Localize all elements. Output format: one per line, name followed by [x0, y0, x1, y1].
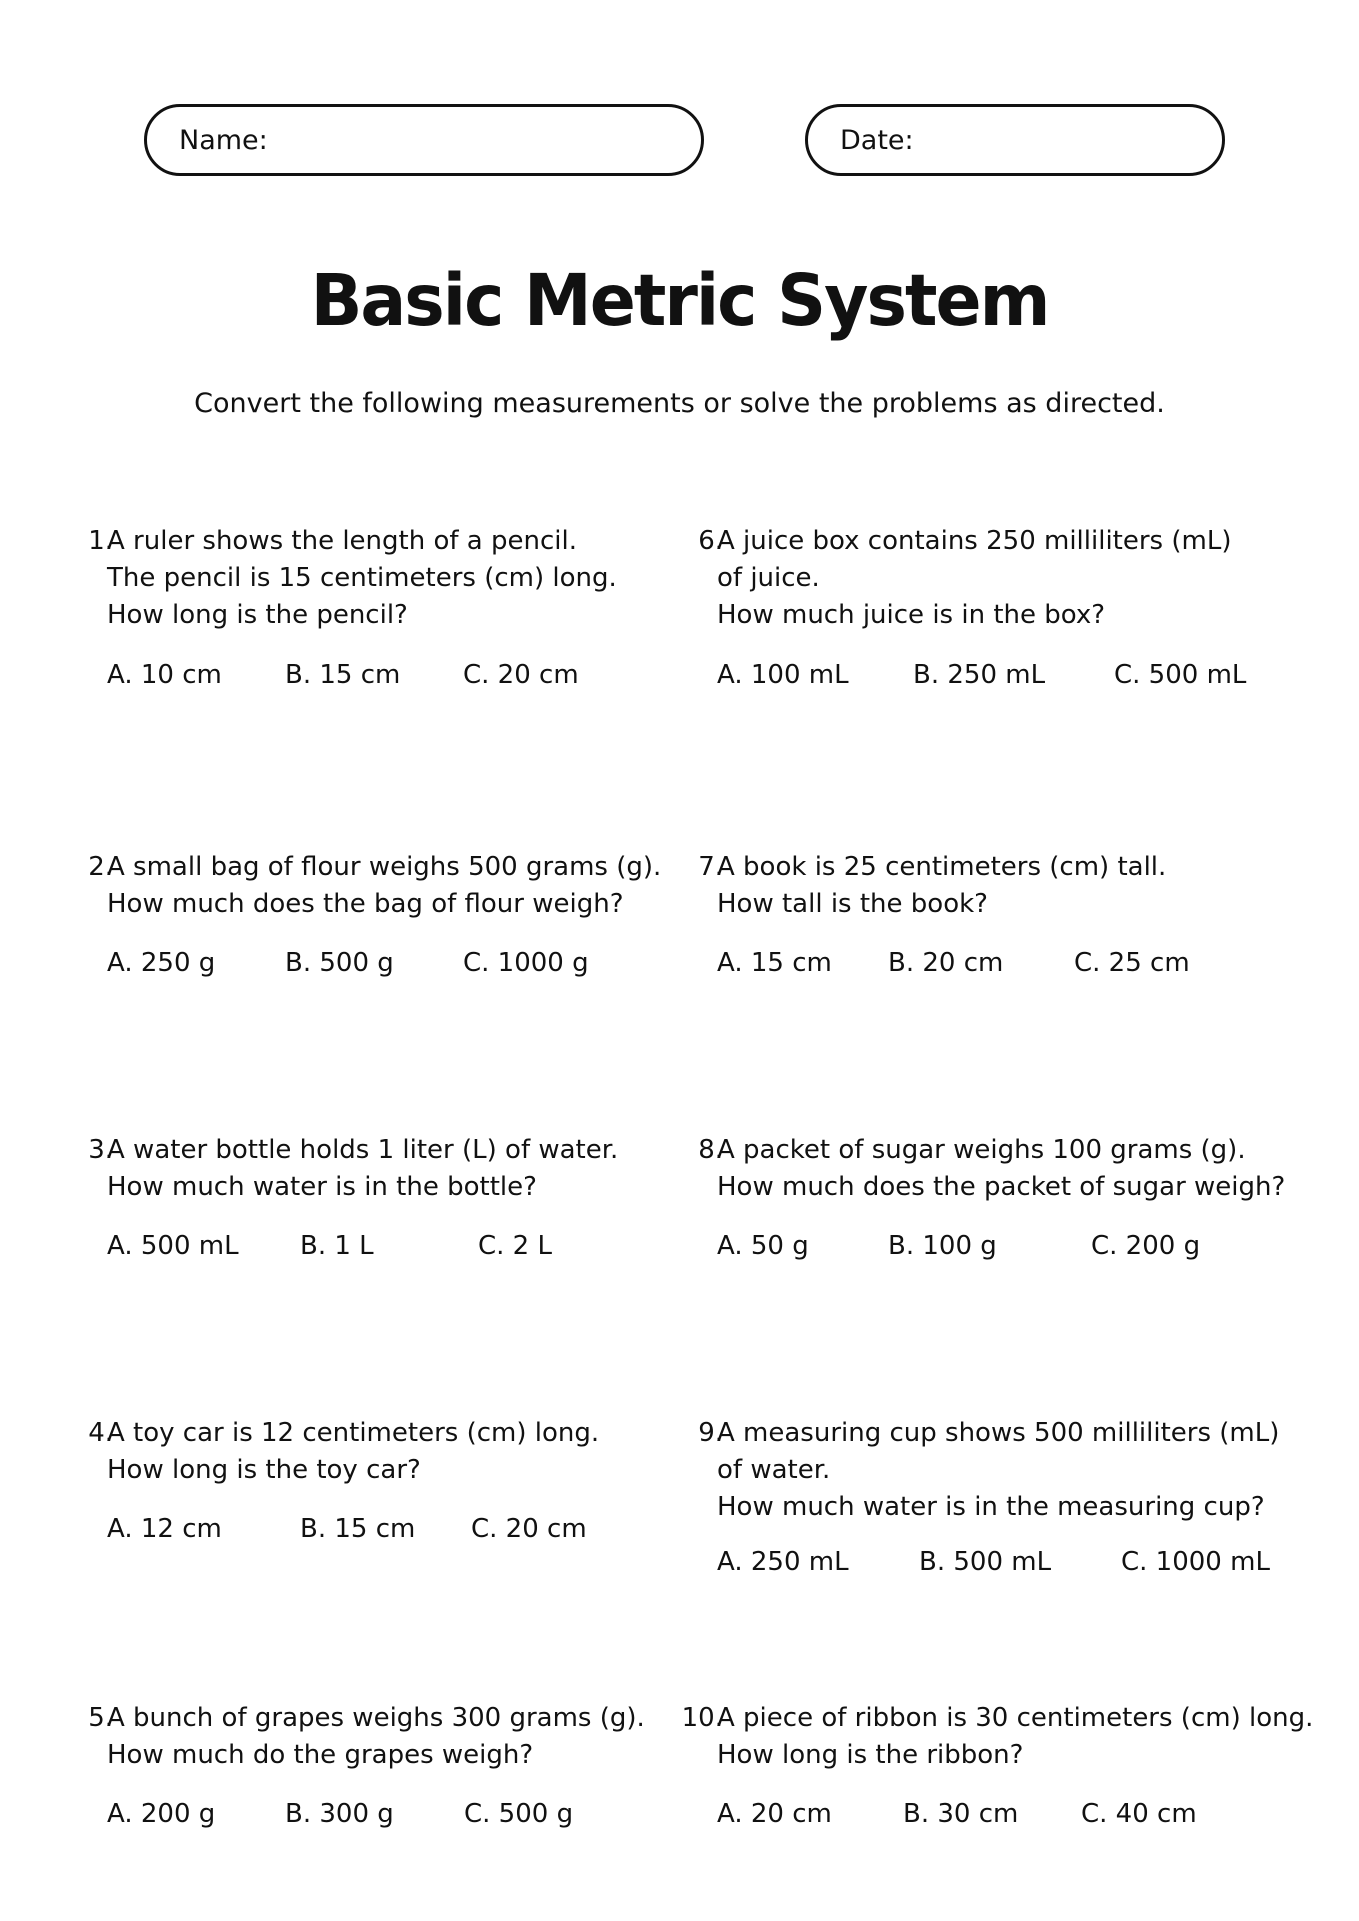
question-line: How much juice is in the box? — [717, 600, 1106, 630]
question-number: 10. — [681, 1703, 723, 1733]
choice-c[interactable]: C. 2 L — [478, 1231, 552, 1261]
instructions: Convert the following measurements or solve the problems as directed. — [194, 388, 1165, 419]
choice-a[interactable]: A. 12 cm — [107, 1514, 222, 1544]
choice-c[interactable]: C. 1000 mL — [1121, 1547, 1270, 1577]
question-line: How long is the pencil? — [107, 600, 408, 630]
question-text — [717, 1132, 1285, 1206]
date-field[interactable] — [805, 104, 1225, 176]
question-text — [717, 1700, 1313, 1774]
choice-b[interactable]: B. 30 cm — [903, 1799, 1019, 1829]
name-field[interactable] — [144, 104, 704, 176]
question-number: 9. — [698, 1418, 723, 1448]
question-number: 1. — [88, 526, 113, 556]
choice-a[interactable]: A. 250 mL — [717, 1547, 849, 1577]
question-number: 3. — [88, 1135, 113, 1165]
question-line: How much does the packet of sugar weigh? — [717, 1172, 1286, 1202]
question-line: How much water is in the bottle? — [107, 1172, 537, 1202]
choice-b[interactable]: B. 15 cm — [300, 1514, 416, 1544]
choice-a[interactable]: A. 250 g — [107, 948, 216, 978]
choice-c[interactable]: C. 1000 g — [463, 948, 589, 978]
question-number: 5. — [88, 1703, 113, 1733]
choice-b[interactable]: B. 20 cm — [888, 948, 1004, 978]
question-line: How long is the ribbon? — [717, 1740, 1024, 1770]
question-line: How much does the bag of flour weigh? — [107, 889, 624, 919]
choice-a[interactable]: A. 10 cm — [107, 660, 222, 690]
question-line: How long is the toy car? — [107, 1455, 421, 1485]
question-number: 2. — [88, 852, 113, 882]
choice-c[interactable]: C. 20 cm — [463, 660, 579, 690]
question-number: 8. — [698, 1135, 723, 1165]
choice-b[interactable]: B. 300 g — [285, 1799, 394, 1829]
question-text — [107, 1415, 599, 1489]
choice-a[interactable]: A. 100 mL — [717, 660, 849, 690]
question-line: How much water is in the measuring cup? — [717, 1492, 1265, 1522]
date-label: Date: — [840, 124, 914, 156]
question-text — [717, 849, 1166, 923]
question-text — [717, 523, 1231, 634]
choice-c[interactable]: C. 40 cm — [1081, 1799, 1197, 1829]
name-label: Name: — [179, 124, 268, 156]
choice-c[interactable]: C. 500 mL — [1114, 660, 1247, 690]
question-line: A toy car is 12 centimeters (cm) long. — [107, 1418, 600, 1448]
question-line: A small bag of flour weighs 500 grams (g). — [107, 852, 662, 882]
choice-c[interactable]: C. 25 cm — [1074, 948, 1190, 978]
question-text — [107, 1700, 645, 1774]
question-line: A piece of ribbon is 30 centimeters (cm) long. — [717, 1703, 1314, 1733]
choice-a[interactable]: A. 500 mL — [107, 1231, 239, 1261]
question-line: A juice box contains 250 milliliters (mL) — [717, 526, 1232, 556]
choice-a[interactable]: A. 20 cm — [717, 1799, 832, 1829]
question-line: A bunch of grapes weighs 300 grams (g). — [107, 1703, 645, 1733]
choice-c[interactable]: C. 200 g — [1091, 1231, 1201, 1261]
choice-b[interactable]: B. 500 mL — [919, 1547, 1052, 1577]
choice-c[interactable]: C. 20 cm — [471, 1514, 587, 1544]
question-text — [717, 1415, 1279, 1526]
question-line: A book is 25 centimeters (cm) tall. — [717, 852, 1167, 882]
question-number: 4. — [88, 1418, 113, 1448]
question-text — [107, 1132, 618, 1206]
question-line: A measuring cup shows 500 milliliters (mL) — [717, 1418, 1280, 1448]
question-number: 7. — [698, 852, 723, 882]
question-line: of juice. — [717, 563, 820, 593]
question-number: 6. — [698, 526, 723, 556]
question-line: A ruler shows the length of a pencil. — [107, 526, 577, 556]
page-title: Basic Metric System — [310, 260, 1049, 343]
question-text — [107, 523, 617, 634]
choice-b[interactable]: B. 100 g — [888, 1231, 997, 1261]
choice-b[interactable]: B. 1 L — [300, 1231, 374, 1261]
choice-b[interactable]: B. 250 mL — [913, 660, 1046, 690]
choice-c[interactable]: C. 500 g — [464, 1799, 574, 1829]
question-line: A packet of sugar weighs 100 grams (g). — [717, 1135, 1246, 1165]
choice-a[interactable]: A. 50 g — [717, 1231, 809, 1261]
question-line: A water bottle holds 1 liter (L) of water. — [107, 1135, 619, 1165]
choice-b[interactable]: B. 500 g — [285, 948, 394, 978]
question-line: How much do the grapes weigh? — [107, 1740, 534, 1770]
question-line: The pencil is 15 centimeters (cm) long. — [107, 563, 617, 593]
choice-b[interactable]: B. 15 cm — [285, 660, 401, 690]
choice-a[interactable]: A. 15 cm — [717, 948, 832, 978]
question-line: How tall is the book? — [717, 889, 988, 919]
choice-a[interactable]: A. 200 g — [107, 1799, 216, 1829]
question-text — [107, 849, 661, 923]
question-line: of water. — [717, 1455, 831, 1485]
